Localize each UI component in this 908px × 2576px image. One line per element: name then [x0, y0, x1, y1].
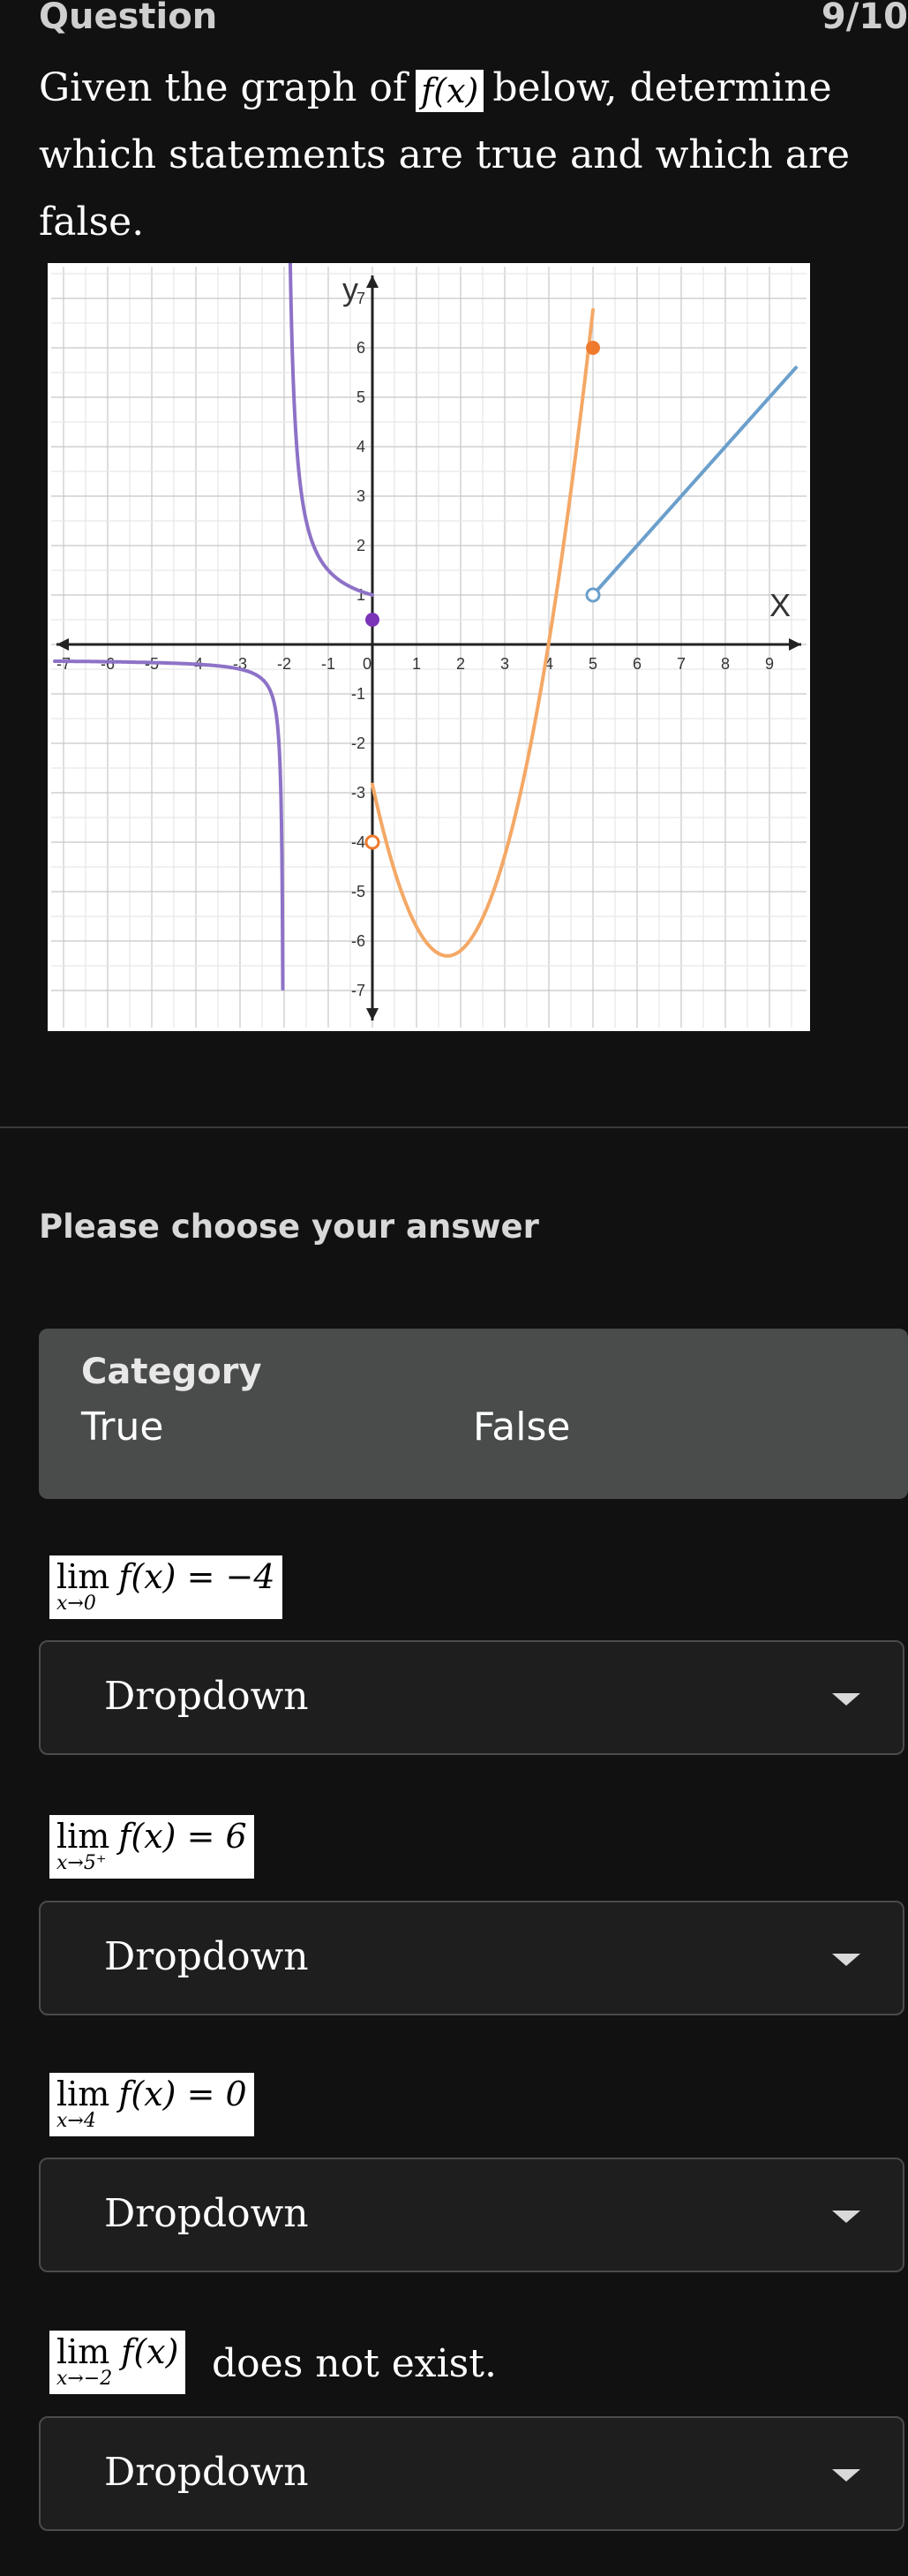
x-tick-label: -6 — [100, 655, 116, 673]
prompt-function: f(x) — [416, 70, 484, 112]
x-tick-label: -1 — [320, 655, 336, 673]
question-counter: 9/10 — [821, 0, 908, 37]
lim-subscript: x→0 — [56, 1593, 96, 1615]
y-tick-label: -2 — [350, 734, 365, 752]
dropdown-value: Dropdown — [104, 2191, 309, 2236]
answer-heading: Please choose your answer — [39, 1208, 539, 1246]
x-tick-label: 4 — [544, 655, 554, 673]
question-prompt — [39, 55, 877, 256]
y-tick-label: -6 — [350, 932, 365, 950]
y-axis-arrow-up — [366, 275, 379, 288]
top-bar — [0, 0, 908, 39]
dropdown-value: Dropdown — [104, 2450, 309, 2495]
y-tick-label: -3 — [350, 784, 365, 802]
lim-word: lim — [56, 2075, 110, 2113]
dropdown-value: Dropdown — [104, 1674, 309, 1719]
y-tick-label: -5 — [350, 883, 365, 900]
y-tick-label: 7 — [356, 290, 365, 307]
statement-3-dropdown[interactable] — [39, 2158, 904, 2272]
caret-down-icon — [832, 2211, 860, 2223]
lim-subscript: x→−2 — [56, 2368, 113, 2390]
x-axis-label: X — [769, 587, 792, 623]
x-tick-label: -4 — [188, 655, 204, 673]
lim-word: lim — [56, 1817, 110, 1856]
lim-word: lim — [56, 2332, 110, 2371]
x-axis-arrow-right — [789, 638, 801, 651]
y-tick-label: -4 — [350, 833, 365, 851]
caret-down-icon — [832, 1954, 860, 1966]
x-tick-label: -3 — [232, 655, 248, 673]
category-title: Category — [81, 1352, 262, 1392]
blue-line — [593, 367, 796, 595]
statement-2-dropdown[interactable] — [39, 1901, 904, 2015]
x-axis-arrow-left — [56, 638, 69, 651]
graph-canvas — [48, 263, 810, 1031]
category-false: False — [473, 1405, 571, 1450]
statement-2-expression — [49, 1815, 254, 1879]
category-true: True — [81, 1405, 164, 1450]
x-tick-label: 7 — [676, 655, 687, 673]
dropdown-value: Dropdown — [104, 1934, 309, 1979]
purple-curve-left-branch — [55, 661, 283, 989]
prompt-before: Given the graph of — [39, 65, 408, 110]
lim-subscript: x→5⁺ — [56, 1852, 107, 1874]
statement-4-dropdown[interactable] — [39, 2416, 904, 2531]
statement-1-expression — [49, 1555, 282, 1619]
x-tick-label: 2 — [455, 655, 466, 673]
x-tick-label: -7 — [56, 655, 71, 673]
lim-subscript: x→4 — [56, 2110, 96, 2132]
closed-point-purple — [365, 613, 379, 627]
section-divider — [0, 1126, 908, 1128]
caret-down-icon — [832, 1693, 860, 1706]
y-tick-label: 6 — [356, 339, 365, 357]
open-point-orange — [366, 836, 379, 848]
statement-4-trailing-text: does not exist. — [212, 2341, 497, 2386]
y-tick-label: 3 — [356, 487, 365, 505]
function-graph — [48, 263, 810, 1031]
lim-expression: f(x) = 0 — [118, 2075, 247, 2113]
x-tick-label: -5 — [144, 655, 160, 673]
lim-expression: f(x) = −4 — [118, 1557, 275, 1596]
prompt-after: below, determine which statements are true and which are false. — [39, 65, 851, 245]
closed-point-orange — [586, 341, 600, 355]
statement-4-expression — [49, 2331, 185, 2394]
open-point-blue — [587, 589, 599, 601]
y-tick-label: 5 — [356, 388, 365, 406]
statement-3-expression — [49, 2073, 254, 2136]
category-panel — [39, 1329, 908, 1499]
y-tick-label: 1 — [356, 586, 365, 604]
x-tick-label: 5 — [588, 655, 598, 673]
y-tick-label: -7 — [350, 982, 365, 999]
x-tick-label: 1 — [411, 655, 422, 673]
y-axis-arrow-down — [366, 1008, 379, 1021]
x-tick-label: 8 — [720, 655, 731, 673]
y-axis-label: y — [342, 271, 358, 307]
x-tick-label: 3 — [499, 655, 510, 673]
lim-expression: f(x) = 6 — [118, 1817, 247, 1856]
x-tick-label: 0 — [362, 655, 372, 673]
y-tick-label: -1 — [350, 685, 365, 703]
caret-down-icon — [832, 2469, 860, 2482]
x-tick-label: 6 — [632, 655, 642, 673]
x-tick-label: 9 — [764, 655, 775, 673]
lim-word: lim — [56, 1557, 110, 1596]
lim-expression: f(x) — [121, 2332, 179, 2371]
statement-1-dropdown[interactable] — [39, 1640, 904, 1755]
y-tick-label: 2 — [356, 537, 365, 554]
y-tick-label: 4 — [356, 438, 365, 456]
x-tick-label: -2 — [276, 655, 292, 673]
question-label: Question — [39, 0, 218, 37]
